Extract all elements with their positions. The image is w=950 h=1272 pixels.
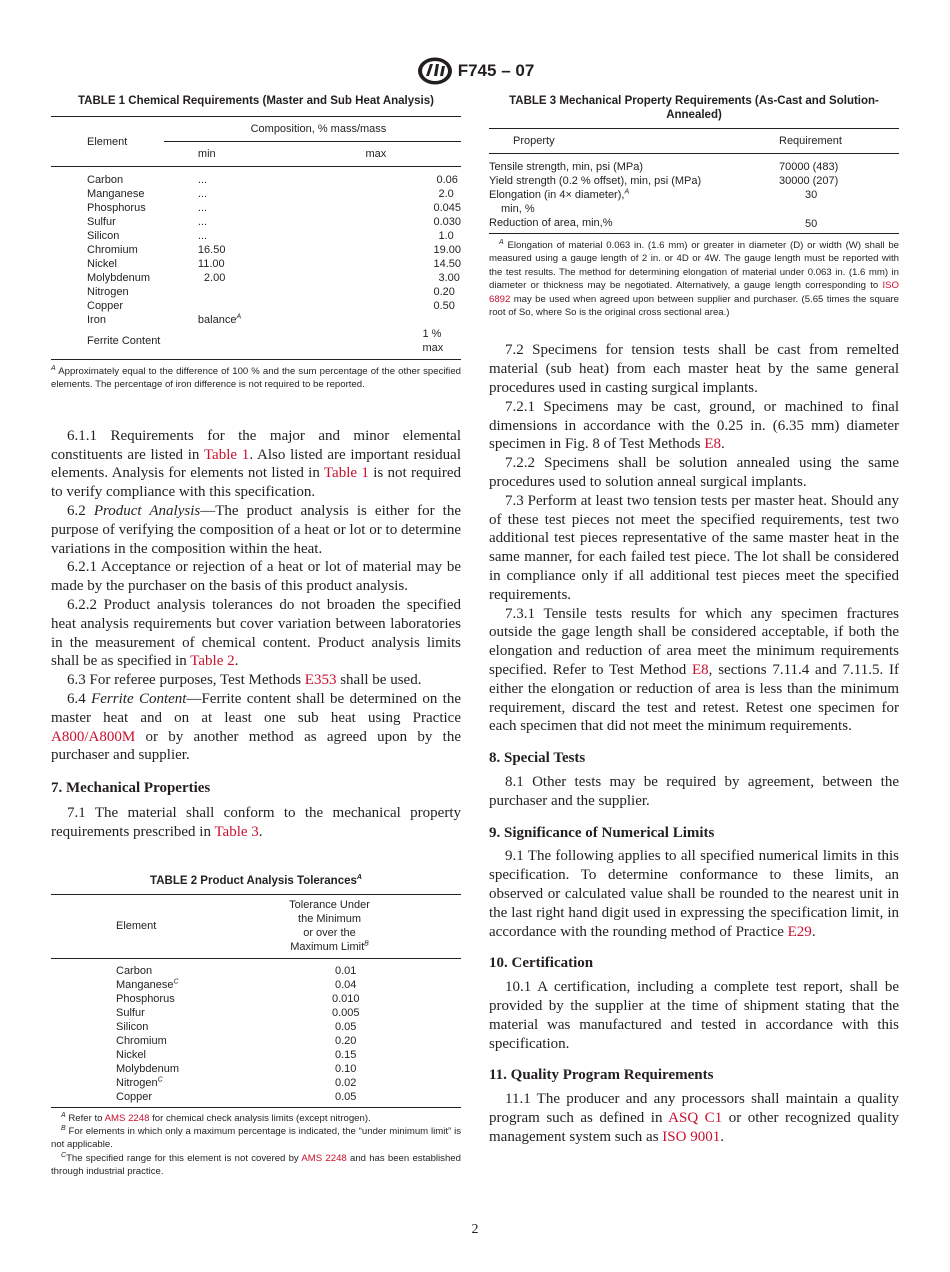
page-header — [0, 56, 950, 86]
table-row: Phosphorus 0.010 — [116, 993, 360, 1006]
table-row: Tensile strength, min, psi (MPa) 70000 (483) — [489, 160, 839, 173]
paragraph-7-2: 7.2 Specimens for tension tests shall be cast from remelted material (sub heat) from each master heat by the same general procedures used in casting surgical implants. — [489, 342, 899, 397]
table1 — [51, 116, 461, 360]
ams2248-link[interactable]: AMS 2248 — [301, 1152, 347, 1164]
paragraph-6-2: 6.2 Product Analysis—The product analysis is either for the purpose of verifying the composition of a heat or lot or to determine variations in the composition within the heat. — [51, 503, 461, 557]
table-row: Nickel 11.00 14.50 — [87, 257, 461, 270]
table1-caption: TABLE 1 Chemical Requirements (Master and Sub Heat Analysis) — [78, 95, 434, 107]
table-row: Yield strength (0.2 % offset), min, psi (MPa) 30000 (207) — [489, 174, 839, 187]
table1-header-max: max — [365, 148, 387, 160]
paragraph-7-2-2: 7.2.2 Specimens shall be solution annealed using the same procedures used to solution anneal surgical implants. — [489, 455, 899, 491]
paragraph-6-4: 6.4 Ferrite Content—Ferrite content shall be determined on the master heat and on at least one sub heat using Practice A800/A800M or by another method as agreed upon by the purchaser and supplier. — [51, 690, 462, 764]
table-row: Chromium 16.50 19.00 — [87, 243, 461, 256]
paragraph-7-1: 7.1 The material shall conform to the mechanical property requirements prescribed in Table 3. — [51, 804, 461, 840]
paragraph-9-1: 9.1 The following applies to all specified numerical limits in this specification. To determine conformance to these limits, an observed or calculated value shall be rounded to the nearest unit in the last right hand digit used in expressing the specification limit, in accordance with the rounding method of Practice E29. — [489, 848, 899, 940]
table3-link[interactable]: Table 3 — [214, 823, 259, 840]
table3-footnote: $^A$ Elongation of material 0.063 in. (1.6 mm) or greater in diameter (D) or width (W) shall be measured using a gauge length of 2 in. or 4D or 4W. The gauge length must be reported with the test results. The method for determining elongation of material under 0.063 in. (1.6 mm) in diameter or thickness may be negotiated. Alternatively, a gauge length corresponding to ISO 6892 may be used when agreed upon between supplier and purchaser. (5.65 times the square root of So, where So is the original cross sectional area.) — [489, 238, 899, 319]
table2-header-element: Element — [116, 920, 157, 933]
table3-header-property: Property — [513, 135, 555, 147]
paragraph-6-2-2: 6.2.2 Product analysis tolerances do not broaden the specified heat analysis requirements but cover variation between laboratories in the measurement of chemical content. Product analysis limits shall be as specified in Table 2. — [51, 596, 461, 670]
table-row: Silicon ... 1.0 — [87, 229, 454, 242]
table-row: Reduction of area, min,% 50 — [489, 216, 818, 230]
table-row: Silicon 0.05 — [116, 1021, 357, 1034]
paragraph-11-1: 11.1 The producer and any processors shall maintain a quality program such as defined in ASQ C1 or other recognized quality management system such as ISO 9001. — [489, 1091, 900, 1145]
paragraph-7-2-1: 7.2.1 Specimens may be cast, ground, or machined to final dimensions in accordance with the 0.25 in. (6.35 mm) diameter specimen in Fig. 8 of Test Methods E8. — [489, 398, 899, 453]
table3 — [489, 128, 899, 234]
table-row: Molybdenum 0.10 — [116, 1063, 357, 1076]
paragraph-8-1: 8.1 Other tests may be required by agreement, between the purchaser and the supplier. — [489, 773, 899, 809]
table2-link[interactable]: Table 2 — [190, 653, 235, 670]
section-11-heading: 11. Quality Program Requirements — [489, 1067, 714, 1084]
paragraph-7-3-1: 7.3.1 Tensile tests results for which any specimen fractures outside the gage length shall be considered acceptable, if both the elongation and reduction of area meet the minimum requirements specified. Refer to Test Method E8, sections 7.11.4 and 7.11.5. If either the elongation or reduction of area is less than the minimum requirement, discard the test and retest. Retest one specimen for each specimen that did not meet the minimum requirements. — [489, 605, 899, 735]
table3-caption: TABLE 3 Mechanical Property Requirements (As-Cast and Solution-Annealed) — [509, 95, 879, 121]
asq-c1-link[interactable]: ASQ C1 — [668, 1109, 723, 1126]
table-row: Iron balance$^A$ — [87, 312, 242, 326]
table-row: min, % — [501, 202, 535, 215]
table2-footnotes: $^A$ Refer to AMS 2248 for chemical check analysis limits (except nitrogen). $^B$ For elements in which only a maximum percentage is indicated, the “under minimum limit” is not applicable. $^C$The specified range for this element is not covered by AMS 2248 and has been established through industrial practice. — [51, 1111, 461, 1178]
table-row: Chromium 0.20 — [116, 1035, 357, 1048]
table-row: Elongation (in 4× diameter),$^A$ 30 — [489, 187, 818, 201]
paragraph-6-3: 6.3 For referee purposes, Test Methods E353 shall be used. — [67, 672, 422, 689]
table1-header-composition: Composition, % mass/mass — [164, 117, 461, 142]
table-row: Phosphorus ... 0.045 — [87, 201, 461, 214]
table-row: Sulfur 0.005 — [116, 1007, 360, 1020]
section-9-heading: 9. Significance of Numerical Limits — [489, 824, 715, 841]
e8-link[interactable]: E8 — [692, 661, 709, 678]
table1-footnote: $^A$ Approximately equal to the difference of 100 % and the sum percentage of the other specified elements. The percentage of iron difference is not required to be reported. — [51, 364, 461, 391]
e8-link[interactable]: E8 — [704, 436, 721, 453]
table3-header-requirement: Requirement — [779, 135, 842, 147]
e29-link[interactable]: E29 — [787, 923, 812, 940]
table1-header-min: min — [197, 148, 216, 160]
table-row: Carbon ... 0.06 — [87, 173, 458, 186]
right-column — [489, 94, 899, 1147]
paragraph-10-1: 10.1 A certification, including a complete test report, shall be provided by the supplier at the time of shipment stating that the material was manufactured and tested in accordance with this specification. — [489, 979, 899, 1052]
astm-logo-icon — [416, 56, 454, 86]
paragraph-6-2-1: 6.2.1 Acceptance or rejection of a heat or lot of material may be made by the purchaser on the basis of this product analysis. — [51, 559, 461, 595]
section-8-heading: 8. Special Tests — [489, 750, 586, 767]
section-10-heading: 10. Certification — [489, 955, 594, 972]
table-row: Ferrite Content 1 % max — [87, 327, 444, 354]
table2 — [51, 894, 461, 1108]
table2-header-tolerance: Tolerance Under the Minimum or over the Maximum Limit$^B$ — [289, 898, 370, 953]
table1-header-element: Element — [51, 117, 164, 167]
section-7-heading: 7. Mechanical Properties — [51, 780, 211, 797]
table1-link[interactable]: Table 1 — [203, 446, 250, 463]
table-row: Carbon 0.01 — [116, 965, 357, 978]
ams2248-link[interactable]: AMS 2248 — [104, 1112, 150, 1124]
table-row: Nitrogen$^C$ 0.02 — [116, 1076, 357, 1090]
e353-link[interactable]: E353 — [304, 672, 337, 689]
document-designation: F745 – 07 — [457, 61, 535, 80]
table-row: Copper 0.50 — [87, 299, 455, 312]
table2-caption: TABLE 2 Product Analysis Tolerances$^A$ — [150, 873, 362, 887]
table-row: Copper 0.05 — [116, 1091, 357, 1104]
table-row: Nickel 0.15 — [116, 1049, 357, 1062]
page-number: 2 — [471, 1222, 479, 1237]
table-row: Manganese$^C$ 0.04 — [116, 978, 357, 992]
a800-link[interactable]: A800/A800M — [51, 728, 136, 745]
paragraph-6-1-1: 6.1.1 Requirements for the major and minor elemental constituents are listed in Table 1. Also listed are important residual elements. Analysis for elements not listed in Table 1 is not required to verify compliance with this specification. — [51, 427, 462, 501]
paragraph-7-3: 7.3 Perform at least two tension tests per master heat. Should any of these test pieces not meet the specified requirements, test two additional test pieces representative of the same master heat in the same manner, for each failed test piece. The lot shall be considered in compliance only if all additional test pieces meet the specified requirements. — [489, 492, 899, 603]
table-row: Sulfur ... 0.030 — [87, 215, 461, 228]
iso6892-link[interactable]: ISO 6892 — [489, 280, 899, 305]
iso9001-link[interactable]: ISO 9001 — [662, 1128, 721, 1145]
left-column — [51, 94, 461, 1179]
table-row: Molybdenum 2.00 3.00 — [87, 271, 460, 284]
table-row: Manganese ... 2.0 — [87, 187, 454, 200]
table-row: Nitrogen 0.20 — [87, 285, 455, 298]
table1-link[interactable]: Table 1 — [323, 465, 369, 482]
